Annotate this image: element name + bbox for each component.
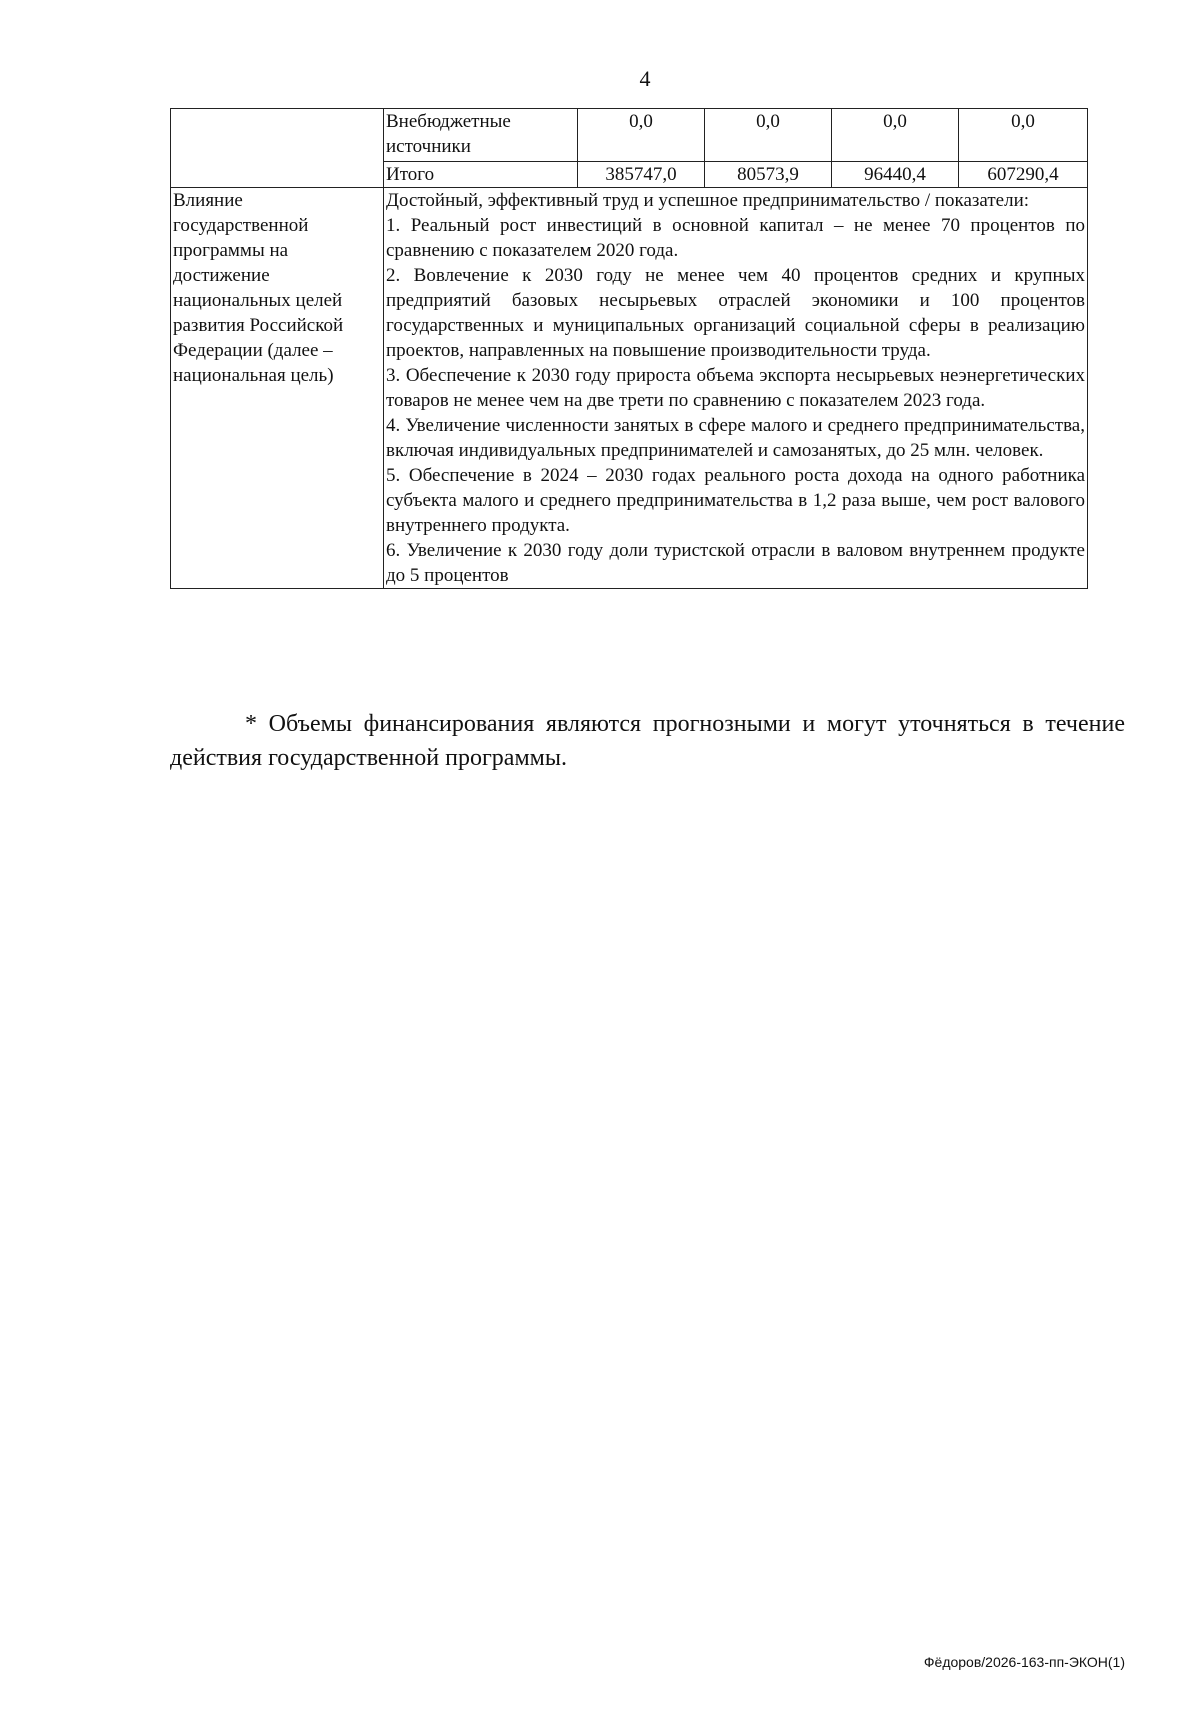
- list-item: 5. Обеспечение в 2024 – 2030 годах реального роста дохода на одного работника субъекта малого и среднего предпринимательства в 1,2 раза выше, чем рост валового внутреннего продукта.: [386, 465, 1085, 536]
- list-item: 4. Увеличение численности занятых в сфере малого и среднего предпринимательства, включая индивидуальных предпринимателей и самозанятых, до 25 млн. человек.: [386, 415, 1085, 461]
- list-item: 3. Обеспечение к 2030 году прироста объема экспорта несырьевых неэнергетических товаров не менее чем на две трети по сравнению с показателем 2023 года.: [386, 365, 1085, 411]
- table-cell: 0,0: [578, 109, 705, 162]
- impact-indicators: [384, 188, 1088, 589]
- list-item: 1. Реальный рост инвестиций в основной капитал – не менее 70 процентов по сравнению с показателем 2020 года.: [386, 215, 1085, 261]
- list-item: 2. Вовлечение к 2030 году не менее чем 40 процентов средних и крупных предприятий базовых несырьевых отраслей экономики и 100 процентов государственных и муниципальных организаций социальной сферы в реализацию проектов, направленных на повышение производительности труда.: [386, 265, 1085, 361]
- empty-label-cell: [171, 109, 384, 188]
- list-item: 6. Увеличение к 2030 году доли туристской отрасли в валовом внутреннем продукте до 5 процентов: [386, 540, 1085, 586]
- row-label: Итого: [384, 162, 578, 188]
- impact-intro: Достойный, эффективный труд и успешное предпринимательство / показатели:: [386, 190, 1030, 211]
- table-cell: 385747,0: [578, 162, 705, 188]
- footnote: * Объемы финансирования являются прогнозными и могут уточняться в течение действия государственной программы.: [170, 711, 1125, 771]
- table-cell: 80573,9: [705, 162, 832, 188]
- row-label: Внебюджетные источники: [384, 109, 578, 162]
- table-row: [171, 188, 1088, 589]
- table-cell: 0,0: [705, 109, 832, 162]
- table-cell: 0,0: [832, 109, 959, 162]
- table-row: [171, 109, 1088, 162]
- document-code: Фёдоров/2026-163-пп-ЭКОН(1): [923, 1654, 1125, 1670]
- page-number: 4: [639, 66, 651, 91]
- table-cell: 96440,4: [832, 162, 959, 188]
- table-cell: 0,0: [959, 109, 1088, 162]
- table-cell: 607290,4: [959, 162, 1088, 188]
- financing-table: [170, 108, 1088, 589]
- impact-label: Влияние государственной программы на достижение национальных целей развития Российской Федерации (далее – национальная цель): [171, 188, 384, 589]
